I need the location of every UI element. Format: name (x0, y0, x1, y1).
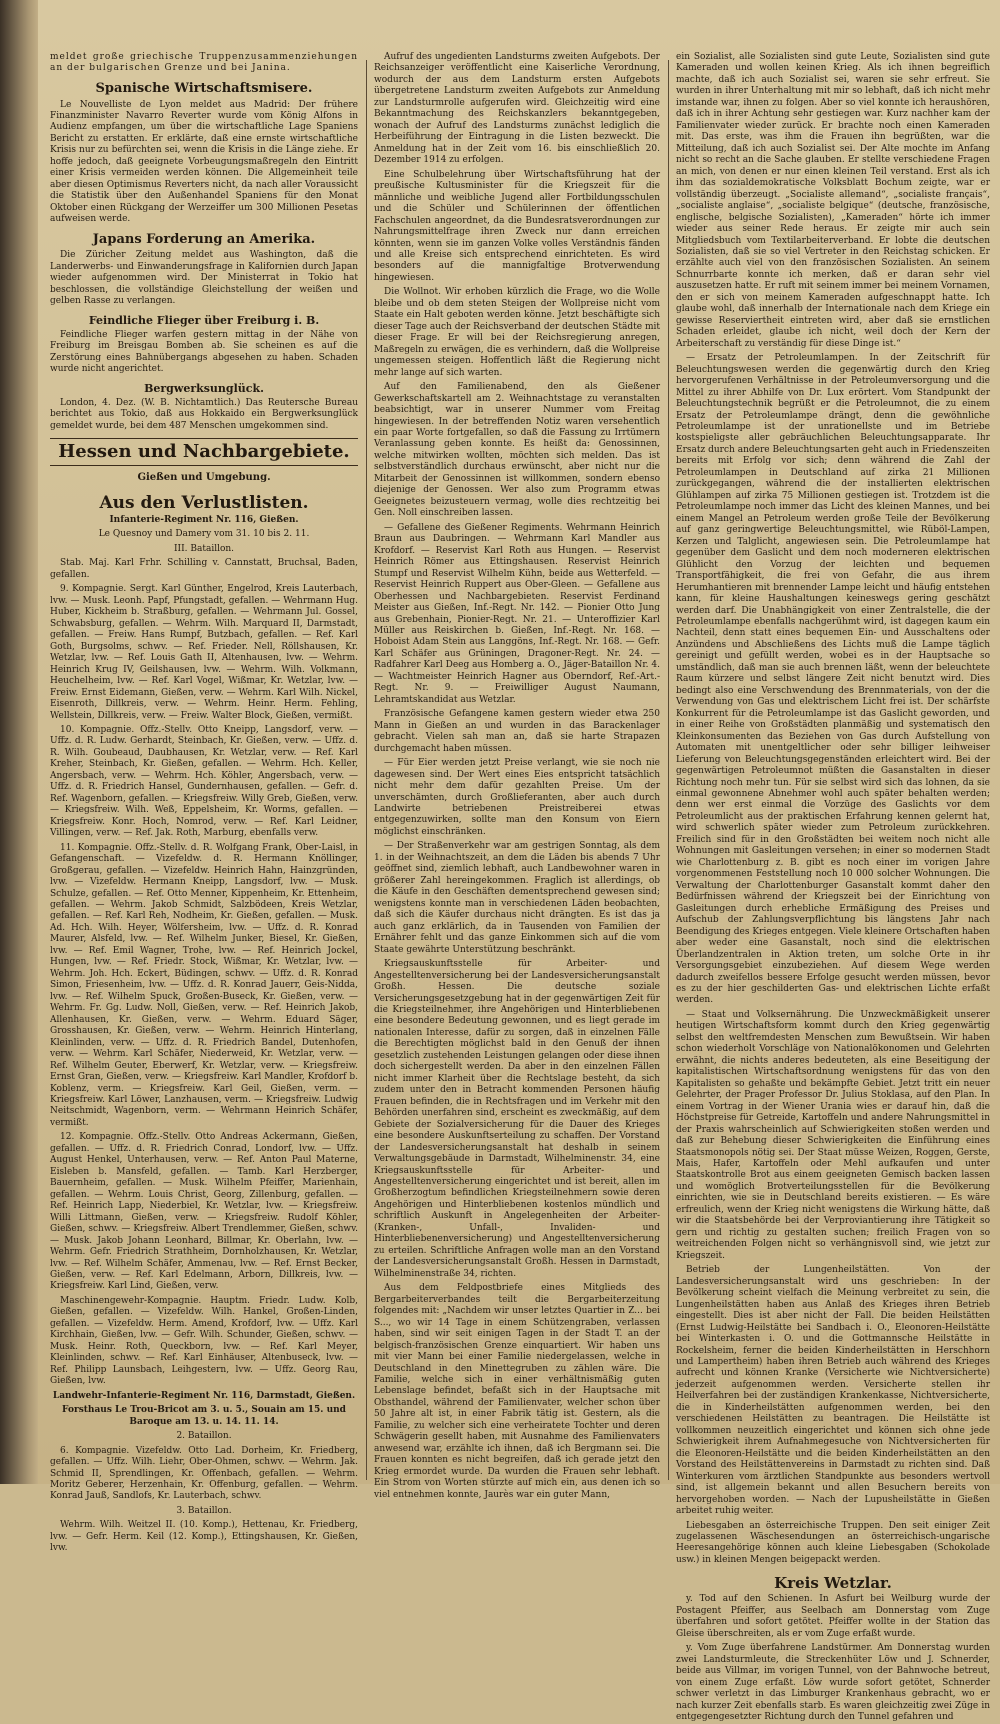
battalion-label: 3. Bataillon. (176, 1505, 232, 1516)
headline-bergwerk: Bergwerksunglück. (144, 381, 264, 395)
regiment-name: Infanterie-Regiment Nr. 116, Gießen. (109, 515, 299, 526)
regiment-place: Forsthaus Le Trou-Bricot am 3. u. 5., Souain am 15. und Baroque am 13. u. 14. 11. 14. (62, 1405, 346, 1427)
book-binding-edge (0, 0, 38, 1484)
newspaper-page (38, 0, 1000, 1723)
headline-verlustlisten: Aus den Verlustlisten. (99, 492, 309, 513)
section-title-wetzlar: Kreis Wetzlar. (774, 1574, 892, 1593)
casualty-list: Wehrm. Wilh. Weitzel II. (10. Komp.), Hettenau, Kr. Friedberg, lvw. — Gefr. Herm. Keil (12. Komp.), Ettingshausen, Kr. Gießen, lvw. (50, 1520, 358, 1554)
article-text: Französische Gefangene kamen gestern wieder etwa 250 Mann in Gießen an und wurden in das Barackenlager gebracht. Vielen sah man an, daß sie harte Strapazen durchgemacht haben müssen. (374, 709, 660, 754)
article-text: Le Nouvelliste de Lyon meldet aus Madrid: Der frühere Finanzminister Navarro Reverter wurde vom König Alfons in Audienz empfangen, um über die wirtschaftliche Lage Spaniens Bericht zu erstatten. Er erklärte, daß eine ernste wirtschaftliche Krisis nur zu befürchten sei, wenn die Krisis in die Länge ziehe. Er hoffe jedoch, daß geeignete Vorbeugungsmaßregeln den Eintritt einer Krisis vermeiden werden können. Die Allgemeinheit teile aber diesen Optimismus Reverters nicht, da nach aller Voraussicht die Statistik über den Außenhandel Spaniens für den Monat Oktober einen Rückgang der Werzeiffer um 300 Millionen Pesetas aufweisen werde. (50, 99, 358, 225)
article-text: — Ersatz der Petroleumlampen. In der Zeitschrift für Beleuchtungswesen werden die gegenwärtig durch den Krieg hervorgerufenen Verhältnisse in der Petroleumversorgung und die Mittel zu ihrer Abhilfe von Dr. Lux erörtert. Vom Standpunkt der Beleuchtungstechnik begrüßt er die Petroleumnot, die zu einem Ersatz der Petroleumlampe drängt, denn die gewöhnliche Petroleumlampe ist der unrationellste und im Betriebe kostspieligste aller gebräuchlichen Beleuchtungsapparate. Ihr Ersatz durch andere Beleuchtungsarten geht auch in Friedenszeiten bereits mit Erfolg vor sich; denn während die Zahl der Petroleumlampen in Deutschland auf zirka 21 Millionen zurückgegangen, während die der installierten elektrischen Glühlampen auf zirka 75 Millionen gestiegen ist. Trotzdem ist die Petroleumlampe noch immer das Licht des kleinen Mannes, und bei einem Mangel an Petroleum werden große Teile der Bevölkerung auf ganz geringwertige Beleuchtungsmittel, wie Rüböl-Lampen, Kerzen und Talglicht, angewiesen sein. Die Petroleumlampe hat gegenüber dem Gaslicht und dem noch moderneren elektrischen Glühlicht den Vorzug der leichten und bequemen Transportfähigkeit, die frei von Gefahr, die aus ihrem Herumhantieren mit brennender Lampe leicht und häufig entstehen kann, für kleine Haushaltungen keineswegs gering geschätzt werden darf. Die Unabhängigkeit von einer Zentralstelle, die der Petroleumlampe ebenfalls nachgerühmt wird, ist dagegen kaum ein Nachteil, denn statt eines bequemen Ein- und Ausschaltens oder Anzündens und Abschließens des Lichts muß die Lampe täglich gereinigt und gefüllt werden, wobei es in der Hauptsache so umständlich, daß man sie auch brennen läßt, wenn der beleuchtete Raum kürzere und selbst längere Zeit nicht benutzt wird. Dies bedingt also eine Verschwendung des Brennmaterials, von der die Verwendung von Gas und elektrischem Licht frei ist. Der schärfste Konkurrent für die Petroleumlampe ist das Gaslicht geworden, und in einer Reihe von Großstädten planmäßig und systematisch den Kleinkonsumenten das Beziehen von Gas durch Aufstellung von Automaten mit unentgeltlicher oder sehr billiger leihweiser Lieferung von Beleuchtungsgegenständen erleichtert wird. Bei der gegenwärtigen Petroleumnot müßten die Gasanstalten in dieser Richtung noch mehr tun. Für sie selbst wird sich das lohnen, da sie einmal gewonnene Abnehmer wohl auch später behalten werden; denn wer erst einmal die Vorzüge des Gaslichts vor dem Petroleumlicht aus der praktischen Erfahrung kennen gelernt hat, wird schwerlich später wieder zum Petroleum zurückkehren. Freilich sind für in den Großstädten bei weitem noch nicht alle Wohnungen mit Gasleitungen versehen; in einer so modernen Stadt wie Charlottenburg z. B. gibt es noch einer im vorigen Jahre vorgenommenen Feststellung noch 10 000 solcher Wohnungen. Die Verwaltung der Charlottenburger Gasanstalt kommt daher den Bedürfnissen während der Kriegszeit bei der Einrichtung von Gasleitungen durch erhebliche Ermäßigung des Preises und Aufschub der Zahlungsverpflichtung bis längstens Jahr nach Beendigung des Krieges entgegen. Viele kleinere Ortschaften haben aber weder eine Gasanstalt, noch sind die elektrischen Überlandzentralen in Aktion treten, um solche Orte in ihr Versorgungsgebiet einzubeziehen. Auf diesem Wege werden dadurch zweifellos bessere Erfolge gesucht werden müssen, bevor es zu der hier geschilderten Gas- und elektrischen Lichte erfaßt werden. (676, 353, 990, 1006)
column-1 (50, 52, 358, 1554)
article-text: — Für Eier werden jetzt Preise verlangt, wie sie noch nie dagewesen sind. Der Wert eines Eies entspricht tatsächlich nicht mehr dem dafür gezahlten Preise. Um der unverschämten, durch Großlieferanten, aber auch durch Landwirte betriebenen Preistreiberei etwas entgegenzuwirken, sollte man den Konsum von Eiern möglichst einschränken. (374, 758, 660, 837)
casualty-list: Maschinengewehr-Kompagnie. Hauptm. Friedr. Ludw. Kolb, Gießen, gefallen. — Vizefeldw. Wilh. Hankel, Großen-Linden, gefallen. — Vizefeldw. Herm. Amend, Krofdorf, lvw. — Uffz. Karl Kirchhain, Gießen, lvw. — Gefr. Wilh. Schunder, Gießen, schwv. — Musk. Heinr. Roth, Queckborn, lvw. — Ref. Karl Meyer, Kleinlinden, schwv. — Ref. Karl Einhäuser, Altenbuseck, lvw. — Ref. Philipp Launsbach, Leihgestern, lvw. — Uffz. Georg Rau, Gießen, lvw. (50, 1295, 358, 1387)
article-text: y. Tod auf den Schienen. In Asfurt bei Weilburg wurde der Postagent Pfeiffer, aus Seelbach am Donnerstag vom Zuge überfahren und sofort getötet. Pfeiffer wollte in der Station das Gleise überschreiten, als er vom Zuge erfaßt wurde. (676, 1594, 990, 1639)
article-text: London, 4. Dez. (W. B. Nichtamtlich.) Das Reutersche Bureau berichtet aus Tokio, daß aus Hokkaido ein Bergwerksunglück gemeldet wurde, bei dem 487 Menschen umgekommen sind. (50, 397, 358, 431)
article-text: ein Sozialist, alle Sozialisten sind gute Leute, Sozialisten sind gute Kameraden und wollen keinen Krieg. Als ich ihnen begreiflich machte, daß ich auch Sozialist sei, waren sie sehr erfreut. Sie wurden in ihrer Unterhaltung mit mir so lebhaft, daß ich nicht mehr imstande war, ihnen zu folgen. Aber so viel konnte ich heraushören, daß ich in ihrer Achtung sehr gestiegen war. Kurz nachher kam der Familienvater wieder zurück. Er brachte noch einen Kameraden mit. Das erste, was ihm die Frauen ihn begrüßten, war die Mitteilung, daß ich auch Sozialist sei. Der Alte mochte im Anfang nicht so recht an die Sache glauben. Er stellte verschiedene Fragen an mich, von denen er nur einen kleinen Teil verstand. Erst als ich ihm das sozialdemokratische Volksblatt Bochum zeigte, war er vollständig überzeugt. „Socialiste allemand“, „socialiste français“, „socialiste anglaise“, „socialiste belgique“ (deutsche, französische, englische, belgische Sozialisten), „Kameraden“ hörte ich immer wieder aus seiner Rede heraus. Er zeigte mir auch sein Mitgliedsbuch vom Textilarbeiterverband. Er lobte die deutschen Sozialisten, daß sie so viel Vertreter in den Reichstag schicken. Er erzählte auch viel von den französischen Sozialisten. An seinem Schnurrbarte konnte ich merken, daß er daran sehr viel auszusetzen hatte. Er ruft mit seinem immer bei meinem Vornamen, den er sich von meinem Kameraden aufgeschnappt hatte. Ich glaube wohl, daß innerhalb der Internationale nach dem Kriege ein gewisse Reserviertheit eintreten wird, aber daß sie ernstlichen Schaden erleidet, glaube ich nicht, weil doch der Kern der Arbeiterschaft zu verständig für diese Dinge ist.“ (676, 52, 990, 349)
casualty-list: 6. Kompagnie. Vizefeldw. Otto Lad. Dorheim, Kr. Friedberg, gefallen. — Uffz. Wilh. Liehr, Ober-Ohmen, schwv. — Wehrm. Jak. Schmid II, Sprendlingen, Kr. Offenbach, gefallen. — Wehrm. Moritz Geberer, Herzenhain, Kr. Offenburg, gefallen. — Wehrm. Konrad Jauß, Sandlofs, Kr. Lauterbach, schwv. (50, 1445, 358, 1502)
article-text: — Staat und Volksernährung. Die Unzweckmäßigkeit unserer heutigen Wirtschaftsform kommt durch den Krieg gegenwärtig selbst den weltfremdesten Menschen zum Bewußtsein. Wir haben schon wiederholt Vorschläge von Nationalökonomen und Gelehrten erwähnt, die nichts anderes bedeuteten, als eine Beseitigung der kapitalistischen Wirtschaftsordnung wenigstens für das von den Kapitalisten so gehaßte und bekämpfte Gebiet. Jetzt tritt ein neuer Gelehrter, der Prager Professor Dr. Julius Stoklasa, auf den Plan. In einem Vortrag in der Wiener Urania wies er darauf hin, daß die Höchstpreise für Getreide, Kartoffeln und andere Nahrungsmittel in der Praxis wahrscheinlich auf Schwierigkeiten stoßen werden und daß zur Behebung dieser Schwierigkeiten die Einführung eines Staatsmonopols nötig sei. Der Staat müsse Weizen, Roggen, Gerste, Mais, Hafer, Kartoffeln oder Mehl aufkaufen und unter Staatskontrolle Brot aus einem geeigneten Gemisch backen lassen und womöglich Brotverteilungsstellen für die Bevölkerung einrichten, wie sie in Deutschland bereits existieren. — Es wäre erfreulich, wenn der Krieg nicht wenigstens die Wirkung hätte, daß wir die Staatsbehörde bei der Verproviantierung ihre Tätigkeit so gern und richtig zu gestalten suchen; freilich Fragen von so weitreichenden Folgen nicht so verhängnisvoll sind, wie jetzt zur Kriegszeit. (676, 1009, 990, 1261)
section-title-region: Hessen und Nachbargebiete. (50, 438, 358, 466)
battalion-label: 2. Bataillon. (176, 1431, 232, 1442)
article-text: Feindliche Flieger warfen gestern mittag in der Nähe von Freiburg im Breisgau Bomben ab. Sie scheinen es auf die Zerstörung eines Bahnübergangs abgesehen zu haben. Schaden wurde nicht angerichtet. (50, 329, 358, 375)
article-text: Die Züricher Zeitung meldet aus Washington, daß die Landerwerbs- und Einwanderungsfrage in Kalifornien durch Japan wieder aufgenommen wird. Der Ministerrat in Tokio hat beschlossen, die vollständige Gleichstellung der weißen und gelben Rasse zu verlangen. (50, 250, 358, 307)
article-text: Aus dem Feldpostbriefe eines Mitglieds des Bergarbeiterverbandes teilt die Bergarbeiterzeitung folgendes mit: „Nachdem wir unser letztes Quartier in Z... bei S..., wo wir 14 Tage in einem Schützengraben, verlassen haben, sind wir seit einigen Tagen in der Stadt T. an der belgisch-französischen Grenze einquartiert. Wir haben uns mit vier Mann bei einer Familie niedergelassen, welche in Deutschland in den Minettegruben zu zählen wäre. Die Familie, welche sich in einer verhältnismäßig guten Lebenslage befindet, befaßt sich in der Hauptsache mit Obsthandel, während der Familienvater, welcher schon über 50 Jahre alt ist, in einer Fabrik tätig ist. Gestern, als die Familie, zu welcher sich eine verheiratete Tochter und deren Schwägerin gesellt haben, mit Ausnahme des Familienvaters anwesend war, erzählte ich ihnen, daß ich Bergmann sei. Die Frauen konnten es nicht begreifen, daß ich gerade jetzt den Krieg ermordet wurde. Da wurden die Frauen sehr lebhaft. Ein Strom von Worten stürzte auf mich ein, aus denen ich so viel entnehmen konnte, Jaurès war ein guter Mann, (374, 1283, 660, 1500)
article-text: meldet große griechische Truppenzusammenziehungen an der bulgarischen Grenze und bei Janina. (50, 52, 358, 74)
casualty-list: 12. Kompagnie. Offz.-Stellv. Otto Andreas Ackermann, Gießen, gefallen. — Uffz. d. R. Friedrich Conrad, Londorf, lvw. — Uffz. August Henkel, Unterhausen, verw. — Ref. Anton Paul Materne, Eisleben b. Mansfeld, gefallen. — Tamb. Karl Herzberger, Bauernheim, gefallen. — Musk. Wilhelm Pfeiffer, Marienhain, gefallen. — Wehrm. Louis Christ, Georg, Zillenburg, gefallen. — Ref. Heinrich Lapp, Niederbiel, Kr. Wetzlar, lvw. — Kriegsfreiw. Willi Littmann, Gießen, verw. — Kriegsfreiw. Rudolf Köhler, Gießen, schwv. — Kriegsfreiw. Albert Trendlemmer, Gießen, schwv. — Musk. Jakob Johann Leonhard, Billmar, Kr. Oberlahn, lvw. — Wehrm. Gefr. Friedrich Strathheim, Dornholzhausen, Kr. Wetzlar, lvw. — Ref. Wilhelm Schäfer, Ammenau, lvw. — Ref. Ernst Becker, Gießen, verw. — Ref. Karl Edelmann, Arborn, Dillkreis, lvw. — Kriegsfreiw. Karl Lind, Gießen, verw. (50, 1132, 358, 1292)
article-text: y. Vom Zuge überfahrene Landstürmer. Am Donnerstag wurden zwei Landsturmleute, die Streckenhüter Löw und J. Schnerder, beide aus Villmar, im vorigen Tunnel, von der Bahnwoche betreut, von einem Zuge erfaßt. Löw wurde sofort getötet, Schnerder schwer verletzt in das Limburger Krankenhaus gebracht, wo er nach kurzer Zeit ebenfalls starb. Es waren gleichzeitig zwei Züge in entgegengesetzter Richtung durch den Tunnel gefahren und (676, 1643, 990, 1723)
headline-spain: Spanische Wirtschaftsmisere. (95, 80, 313, 96)
casualty-list: 11. Kompagnie. Offz.-Stellv. d. R. Wolfgang Frank, Ober-Laisl, in Gefangenschaft. — Vizefeldw. d. R. Hermann Knöllinger, Großgerau, gefallen. — Vizefeldw. Heinrich Hahn, Hainzgründen, lvw. — Vizefeldw. Hermann Kneipp, Langsdorf, lvw. — Musk. Schulze, gefallen. — Ref. Otto Menner, Kippenheim, Kr. Ettenheim, gefallen. — Wehrm. Jakob Schmidt, Salzbödeen, Kreis Wetzlar, gefallen. — Ref. Karl Reh, Nodheim, Kr. Gießen, gefallen. — Musk. Ad. Hch. Wilh. Heyer, Wölfersheim, lvw. — Uffz. d. R. Konrad Maurer, Alsfeld, lvw. — Ref. Wilhelm Junker, Biesel, Kr. Gießen, lvw. — Ref. Emil Wagner, Trohe, lvw. — Ref. Heinrich Jockel, Hungen, lvw. — Ref. Friedr. Stock, Wißmar, Kr. Wetzlar, lvw. — Wehrm. Joh. Hch. Eckert, Büdingen, schwv. — Uffz. d. R. Konrad Simon, Friesenheim, lvw. — Uffz. d. R. Konrad Jauerr, Geis-Nidda, lvw. — Ref. Wilhelm Spuck, Großen-Buseck, Kr. Gießen, verw. — Wehrm. Fr. Gg. Ludw. Noll, Gießen, verw. — Ref. Heinrich Jakob, Allenhausen, Kr. Gießen, verw. — Wehrm. Eduard Säger, Grosshausen, Kr. Gießen, verw. — Wehrm. Heinrich Hinterlang, Kleinlinden, verw. — Uffz. d. R. Friedrich Bandel, Dutenhofen, verw. — Wehrm. Karl Schäfer, Niederweid, Kr. Wetzlar, verw. — Ref. Wilhelm Geuter, Eberwerf, Kr. Wetzlar, verw. — Kriegsfreiw. Ernst Gran, Gießen, verw. — Kriegsfreiw. Karl Mandler, Krofdorf b. Koblenz, verm. — Kriegsfreiw. Karl Geil, Gießen, verm. — Kriegsfreiw. Karl Löwer, Lanzhausen, verm. — Kriegsfreiw. Ludwig Neitschmidt, Wagenborn, verm. — Wehrmann Heinrich Schäfer, vermißt. (50, 842, 358, 1128)
article-text: Die Wollnot. Wir erhoben kürzlich die Frage, wo die Wolle bleibe und ob dem steten Steigen der Wollpreise nicht vom Staate ein Halt geboten werden könne. Jetzt beschäftigte sich dieser Tage auch der Reichsverband der deutschen Städte mit dieser Frage. Er will bei der Reichsregierung anregen, Maßregeln zu erwägen, die es verhindern, daß die Wollpreise ungemessen steigen. Hoffentlich läßt die Regierung nicht mehr lange auf sich warten. (374, 287, 660, 378)
casualty-list: Stab. Maj. Karl Frhr. Schilling v. Cannstatt, Bruchsal, Baden, gefallen. (50, 558, 358, 580)
article-text: — Der Straßenverkehr war am gestrigen Sonntag, als dem 1. in der Weihnachtszeit, an dem die Läden bis abends 7 Uhr geöffnet sind, ziemlich lebhaft, auch Landbewohner waren in größerer Zahl hereingekommen. Fraglich ist allerdings, ob die Käufe in den Geschäften dementsprechend gewesen sind; wenigstens konnte man in verschiedenen Läden beobachten, daß sich die Käufer durchaus nicht drängten. Es ist das ja auch ganz erklärlich, da in Tausenden von Familien der Ernährer fehlt und das ganze Einkommen sich auf die vom Staate gewährte Unterstützung beschränkt. (374, 841, 660, 955)
column-rule (668, 60, 669, 1480)
article-text: Auf den Familienabend, den als Gießener Gewerkschaftskartell am 2. Weihnachtstage zu veranstalten beabsichtigt, war in unserer Nummer vom Freitag hingewiesen. In der betreffenden Notiz waren versehentlich ein paar Worte fortgefallen, so daß die Fassung zu Irrtümern Veranlassung geben konnte. Es heißt da: Genossinnen, welche mitwirken wollten, möchten sich melden. Das ist selbstverständlich durchaus erwünscht, aber nicht nur die Mitarbeit der Genossinnen ist willkommen, sondern ebenso diejenige der Genossen. Wer also zum Programm etwas Geeignetes beizusteuern vermag, wolle dies rechtzeitig bei Gen. Noll einschreiben lassen. (374, 382, 660, 519)
article-text: Liebesgaben an österreichische Truppen. Den seit einiger Zeit zugelassenen Wäschesendungen an österreichisch-ungarische Heeresangehörige können auch kleine Liebesgaben (Schokolade usw.) in kleinen Mengen beigepackt werden. (676, 1520, 990, 1565)
battalion-label: III. Bataillon. (173, 543, 235, 554)
casualty-list: 9. Kompagnie. Sergt. Karl Günther, Engelrod, Kreis Lauterbach, lvw. — Musk. Leonh. Papf, Pfungstadt, gefallen. — Wehrmann Hug. Huber, Kickheim b. Straßburg, gefallen. — Wehrmann Jul. Gossel, Schwabsburg, gefallen. — Wehrm. Wilh. Marquard II, Darmstadt, gefallen. — Freiw. Hans Rumpf, Butzbach, gefallen. — Ref. Karl Goth, Burgsolms, schwv. — Ref. Frieder. Nell, Röllshausen, Kr. Wetzlar, lvw. — Ref. Louis Gath II, Altenhausen, lvw. — Wehrm. Heinrich Krug IV, Geilshausen, lvw. — Wehrm. Wilh. Volkmann, Heuchelheim, lvw. — Ref. Karl Vogel, Wißmar, Kr. Wetzlar, lvw. — Freiw. Ernst Eidemann, Gießen, verw. — Wehrm. Karl Wilh. Nickel, Eisenroth, Dillkreis, verw. — Wehrm. Heinr. Herm. Fehling, Wellstein, Dillkreis, verw. — Freiw. Walter Block, Gießen, vermißt. (50, 584, 358, 721)
article-text: Betrieb der Lungenheilstätten. Von der Landesversicherungsanstalt wird uns geschrieben: In der Bevölkerung scheint vielfach die Meinung verbreitet zu sein, die Lungenheilstätten haben aus Anlaß des Krieges ihren Betrieb eingestellt. Dies ist aber nicht der Fall. Die beiden Heilstätten (Ernst Ludwig-Heilstätte bei Sandbach i. O., Eleonoren-Heilstätte bei Winterkasten i. O. und die Gottmannsche Heilstätte in Rockelsheim, ferner die beiden Kinderheilstätten in Herschhorn und Lampertheim) haben ihren Betrieb auch während des Krieges aufrecht und können Kranke (Versicherte wie Nichtversicherte) jederzeit aufgenommen werden. Versicherte stellen ihr Heilverfahren bei der zuständigen Krankenkasse, Nichtversicherte, die in Kinderheilstätten aufgenommen werden, bei den verschiedenen Heilstätten zu beantragen. Die Heilstätte ist vollkommen neuzeitlich eingerichtet und können sich ohne jede Schwierigkeit ihrem Aufnahmegesuche von Nichtversicherten für die Eleonoren-Heilstätte und die beiden Kinderheilstätten an den Vorstand des Heilstättenvereins in Darmstadt zu richten sind. Daß Winterkuren vom ärztlichen Standpunkte aus besonders wertvoll sind, ist allgemein bekannt und allen Besuchern bereits von hervorgehoben worden. — Nach der Lupusheilstätte in Gießen arbeitet ruhig weiter. (676, 1265, 990, 1517)
article-text: Aufruf des ungedienten Landsturms zweiten Aufgebots. Der Reichsanzeiger veröffentlicht eine Kaiserliche Verordnung, wodurch der aus dem Landsturm ersten Aufgebots übergetretene Landsturm zweiten Aufgebots zur Anmeldung zur Landsturmrolle aufgerufen wird. Gleichzeitig wird eine Bekanntmachung des Reichskanzlers bekanntgegeben, wonach der Aufruf des Landsturms zunächst lediglich die Herbeiführung der Eintragung in die Listen bezweckt. Die Anmeldung hat in der Zeit vom 16. bis einschließlich 20. Dezember 1914 zu erfolgen. (374, 52, 660, 166)
article-text: Kriegsauskunftsstelle für Arbeiter- und Angestelltenversicherung bei der Landesversicherungsanstalt Großh. Hessen. Die deutsche soziale Versicherungsgesetzgebung hat in der gegenwärtigen Zeit für die Kriegsteilnehmer, ihre Angehörigen und Hinterbliebenen eine besondere Bedeutung gewonnen, und es liegt gerade im nationalen Interesse, dafür zu sorgen, daß in einzelnen Fälle die Berechtigten möglichst bald in den Genuß der ihnen gesetzlich zustehenden Leistungen gelangen oder diese ihnen doch sichergestellt werden. Da aber in den einzelnen Fällen nicht immer Klarheit über die Rechtslage besteht, da sich zudem unter den in Betracht kommenden Personen häufig Frauen befinden, die in Rechtsfragen und im Verkehr mit den Behörden unerfahren sind, erscheint es zweckmäßig, auf dem Gebiete der Sozialversicherung für die Dauer des Krieges eine besondere Auskunftserteilung zu schaffen. Der Vorstand der Landesversicherungsanstalt hat deshalb in seinem Verwaltungsgebäude in Darmstadt, Wilhelminenstr. 34, eine Kriegsauskunftsstelle für Arbeiter- und Angestelltenversicherung eingerichtet und ist bereit, allen im Großherzogtum befindlichen Kriegsteilnehmern sowie deren Angehörigen und Hinterbliebenen kostenlos mündlich und schriftlich Auskunft in Angelegenheiten der Arbeiter- (Kranken-, Unfall-, Invaliden- und Hinterbliebenenversicherung) und Angestelltenversicherung zu erteilen. Schriftliche Anfragen wolle man an den Vorstand der Landesversicherungsanstalt Großh. Hessen in Darmstadt, Wilhelminenstraße 34, richten. (374, 959, 660, 1279)
headline-flieger: Feindliche Flieger über Freiburg i. B. (88, 313, 320, 327)
casualty-list: 10. Kompagnie. Offz.-Stellv. Otto Kneipp, Langsdorf, verw. — Uffz. d. R. Ludw. Gerhardt, Steinbach, Kr. Gießen, verw. — Uffz. d. R. Wilh. Goubeaud, Daubhausen, Kr. Wetzlar, verw. — Ref. Karl Kreher, Steinbach, Kr. Gießen, gefallen. — Wehrm. Hch. Keller, Angersbach, verw. — Wehrm. Hch. Köhler, Angersbach, verw. — Uffz. d. R. Friedrich Hansel, Gundernhausen, gefallen. — Gefr. d. Ref. Wagenborn, gefallen. — Kriegsfreiw. Willy Greb, Gießen, verw. — Kriegsfreiw. Wilh. Weß, Eppelsheim, Kr. Worms, gefallen. — Kriegsfreiw. Konr. Hoch, Nomrod, verw. — Ref. Karl Leidner, Villingen, verw. — Ref. Jak. Roth, Marburg, ebenfalls verw. (50, 724, 358, 839)
section-subtitle: Gießen und Umgebung. (137, 471, 271, 483)
article-text: — Gefallene des Gießener Regiments. Wehrmann Heinrich Braun aus Daubringen. — Wehrmann Karl Mandler aus Krofdorf. — Reservist Karl Roth aus Hungen. — Reservist Heinrich Römer aus Ettingshausen. Reservist Heinrich Stumpf und Reservist Wilhelm Kühn, beide aus Wetterfeld. — Reservist Heinrich Ruppert aus Ober-Gleen. — Gefallene aus Oberhessen und Nachbargebieten. Reservist Ferdinand Meister aus Gießen, Inf.-Regt. Nr. 142. — Pionier Otto Jung aus Grebenhain, Pionier-Regt. Nr. 21. — Unteroffizier Karl Müller aus Reiskirchen b. Gießen, Inf.-Regt. Nr. 168. — Hoboist Adam Stein aus Langgöns, Inf.-Regt. Nr. 168. — Gefr. Karl Schäfer aus Grüningen, Dragoner-Regt. Nr. 24. — Radfahrer Karl Deeg aus Homberg a. O., Jäger-Bataillon Nr. 4. — Wachtmeister Heinrich Hagner aus Oberndorf, Ref.-Art.-Regt. Nr. 9. — Freiwilliger August Naumann, Lehramtskandidat aus Wetzlar. (374, 522, 660, 705)
regiment-place: Le Quesnoy und Damery vom 31. 10 bis 2. 11. (98, 529, 310, 540)
regiment-name: Landwehr-Infanterie-Regiment Nr. 116, Darmstadt, Gießen. (52, 1390, 356, 1401)
column-2 (374, 52, 660, 1500)
article-text: Eine Schulbelehrung über Wirtschaftsführung hat der preußische Kultusminister für die Kriegszeit für die männliche und weibliche Jugend aller Fortbildungsschulen und die Schüler und Schülerinnen der öffentlichen Fachschulen angeordnet, da die Bundesratsverordnungen zur Nahrungsmittelfrage ihren Zweck nur dann erreichen könnten, wenn sie im ganzen Volke volles Verständnis fänden und alle Kreise sich entsprechend einrichteten. Es wird besonders auf die mannigfaltige Brotverwendung hingewiesen. (374, 169, 660, 283)
column-3 (676, 52, 990, 1723)
column-rule (366, 60, 367, 1480)
headline-japan: Japans Forderung an Amerika. (92, 231, 316, 247)
